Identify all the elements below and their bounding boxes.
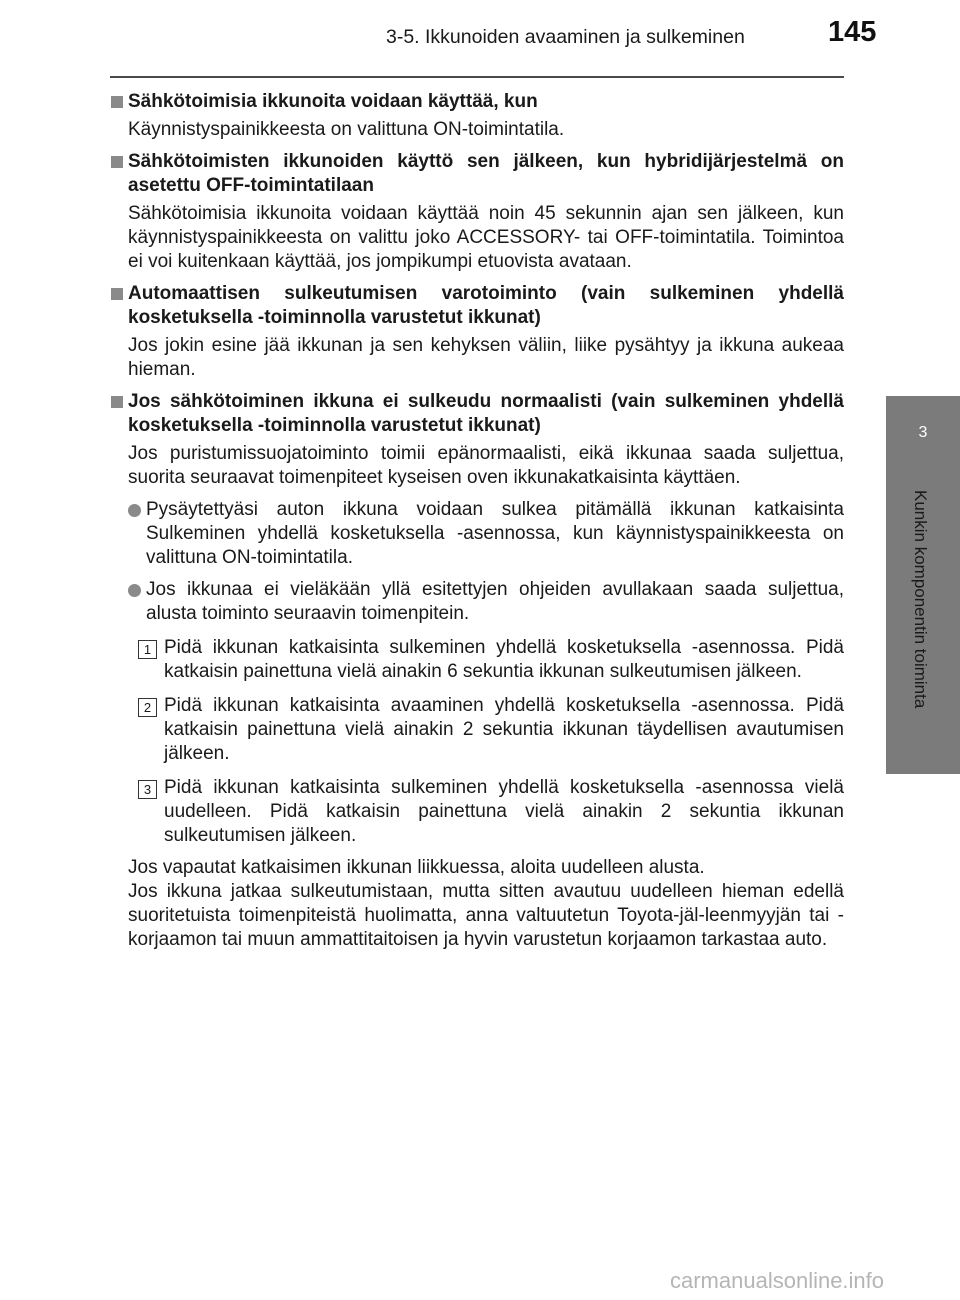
- section-body: Jos puristumissuojatoiminto toimii epänormaalisti, eikä ikkunaa saada suljettua, suorita seuraavat toimenpiteet kyseisen oven ikkunakatkaisinta käyttäen.: [128, 443, 844, 488]
- closing-note: Jos ikkuna jatkaa sulkeutumistaan, mutta sitten avautuu uudelleen hieman edellä suoritetuista toimenpiteistä huolimatta, anna valtuutetun Toyota-jäl-leenmyyjän tai -korjaamon tai muun ammattitaitoisen ja hyvin varustetun korjaamon tarkastaa auto.: [128, 881, 844, 950]
- list-item-text: Jos ikkunaa ei vieläkään yllä esitettyjen ohjeiden avullakaan saada suljettua, alusta toiminto seuraavin toimenpitein.: [146, 579, 844, 624]
- section-heading: [110, 90, 844, 114]
- section-heading: [110, 150, 844, 198]
- circle-bullet-icon: [128, 584, 141, 597]
- square-bullet-icon: [111, 156, 123, 168]
- chapter-label: Kunkin komponentin toiminta: [911, 490, 930, 709]
- section-body: Käynnistyspainikkeesta on valittuna ON-toimintatila.: [128, 119, 565, 140]
- list-item: [110, 498, 844, 570]
- step-number-badge: 1: [138, 640, 157, 659]
- section-not-closing: [110, 390, 844, 952]
- section-heading: [110, 282, 844, 330]
- section-body: Jos jokin esine jää ikkunan ja sen kehyksen väliin, liike pysähtyy ja ikkuna aukeaa hieman.: [128, 335, 844, 380]
- section-conditions: [110, 90, 844, 142]
- section-heading-text: Sähkötoimisten ikkunoiden käyttö sen jälkeen, kun hybridijärjestelmä on asetettu OFF-toimintatilaan: [128, 151, 844, 196]
- chapter-number: 3: [918, 424, 928, 441]
- section-jam-protection: [110, 282, 844, 382]
- section-heading-text: Automaattisen sulkeutumisen varotoiminto (vain sulkeminen yhdellä kosketuksella -toiminnolla varustetut ikkunat): [128, 283, 844, 328]
- page-content: [110, 90, 844, 960]
- section-after-off: [110, 150, 844, 274]
- section-heading-text: Sähkötoimisia ikkunoita voidaan käyttää, kun: [128, 91, 538, 112]
- section-body: Sähkötoimisia ikkunoita voidaan käyttää noin 45 sekunnin ajan sen jälkeen, kun käynnistyspainikkeesta on valittu joko ACCESSORY- tai OFF-toimintatila. Toimintoa ei voi kuitenkaan käyttää, jos jompikumpi etuovista avataan.: [128, 203, 844, 272]
- step-item: [110, 694, 844, 766]
- step-item: [110, 636, 844, 684]
- page-number: 145: [828, 16, 877, 48]
- section-heading: [110, 390, 844, 438]
- closing-note: Jos vapautat katkaisimen ikkunan liikkuessa, aloita uudelleen alusta.: [128, 857, 705, 878]
- step-text: Pidä ikkunan katkaisinta sulkeminen yhdellä kosketuksella -asennossa. Pidä katkaisin painettuna vielä ainakin 6 sekuntia ikkunan sulkeutumisen jälkeen.: [164, 637, 844, 682]
- square-bullet-icon: [111, 396, 123, 408]
- list-item-text: Pysäytettyäsi auton ikkuna voidaan sulkea pitämällä ikkunan katkaisinta Sulkeminen yhdellä kosketuksella -asennossa, kun käynnistyspainikkeesta on valittuna ON-toimintatila.: [146, 499, 844, 568]
- list-item: [110, 578, 844, 626]
- step-number-badge: 3: [138, 780, 157, 799]
- square-bullet-icon: [111, 96, 123, 108]
- step-text: Pidä ikkunan katkaisinta avaaminen yhdellä kosketuksella -asennossa. Pidä katkaisin painettuna vielä ainakin 2 sekuntia ikkunan täydellisen avautumisen jälkeen.: [164, 695, 844, 764]
- section-heading-text: Jos sähkötoiminen ikkuna ei sulkeudu normaalisti (vain sulkeminen yhdellä kosketuksella -toiminnolla varustetut ikkunat): [128, 391, 844, 436]
- square-bullet-icon: [111, 288, 123, 300]
- circle-bullet-icon: [128, 504, 141, 517]
- step-number-badge: 2: [138, 698, 157, 717]
- section-title: 3-5. Ikkunoiden avaaminen ja sulkeminen: [386, 26, 745, 48]
- header-divider: [110, 76, 844, 78]
- watermark: carmanualsonline.info: [670, 1268, 885, 1293]
- step-text: Pidä ikkunan katkaisinta sulkeminen yhdellä kosketuksella -asennossa vielä uudelleen. Pidä katkaisin painettuna vielä ainakin 2 sekuntia ikkunan sulkeutumisen jälkeen.: [164, 777, 844, 846]
- step-item: [110, 776, 844, 848]
